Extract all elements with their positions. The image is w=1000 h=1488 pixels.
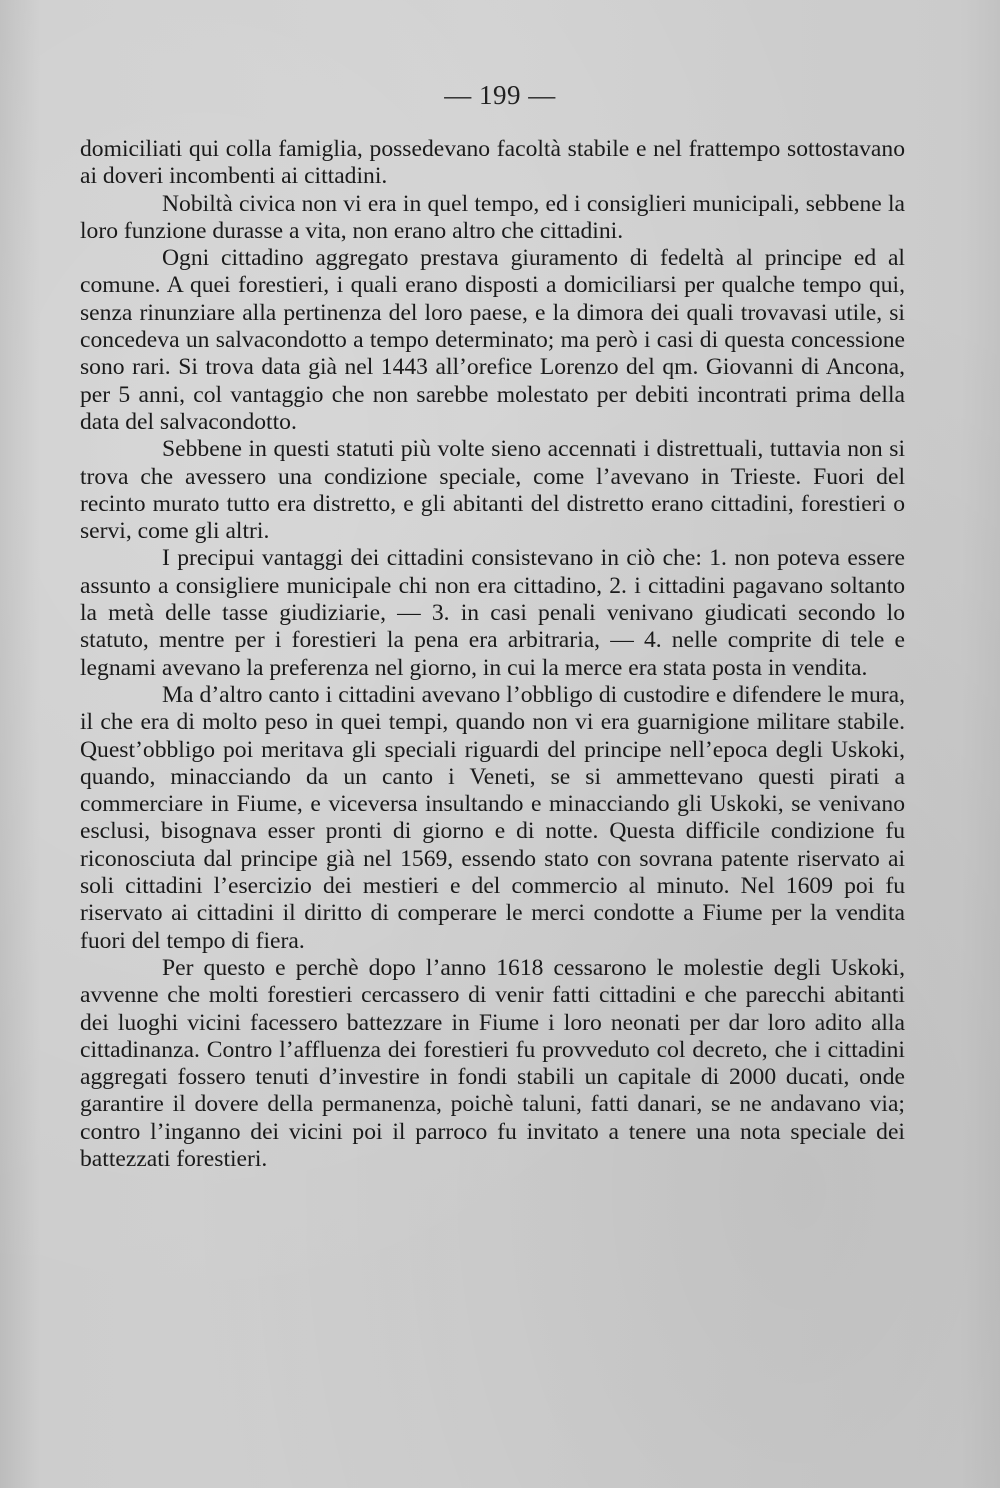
paragraph-6: Ma d’altro canto i cittadini avevano l’obbligo di custodire e difendere le mura, il che era di molto peso in quei tempi, quando non vi era guarnigione militare stabile. Quest’obbligo poi meritava gli speciali riguardi del principe nell’epoca degli Uskoki, quando, minacciando da un canto i Veneti, se si ammettevano questi pirati a commerciare in Fiume, e viceversa insultando e minacciando gli Uskoki, se venivano esclusi, bisognava esser pronti di giorno e di notte. Questa difficile condizione fu riconosciuta dal principe già nel 1569, essendo stato con sovrana patente riservato ai soli cittadini l’esercizio dei mestieri e del commercio al minuto. Nel 1609 poi fu riservato ai cittadini il diritto di comperare le merci condotte a Fiume per la vendita fuori del tempo di fiera. (80, 681, 905, 954)
body-text (80, 136, 905, 1173)
paragraph-5: I precipui vantaggi dei cittadini consistevano in ciò che: 1. non poteva essere assunto a consigliere municipale chi non era cittadino, 2. i cittadini pagavano soltanto la metà delle tasse giudiziarie, — 3. in casi penali venivano giudicati secondo lo statuto, mentre per i forestieri la pena era arbitraria, — 4. nelle comprite di tele e legnami avevano la preferenza nel giorno, in cui la merce era stata posta in vendita. (80, 545, 905, 681)
paragraph-3: Ogni cittadino aggregato prestava giuramento di fedeltà al principe ed al comune. A quei forestieri, i quali erano disposti a domiciliarsi per qualche tempo qui, senza rinunziare alla pertinenza del loro paese, e la dimora dei quali trovavasi utile, si concedeva un salvacondotto a tempo determinato; ma però i casi di questa concessione sono rari. Si trova data già nel 1443 all’orefice Lorenzo del qm. Giovanni di Ancona, per 5 anni, col vantaggio che non sarebbe molestato per debiti incontrati prima della data del salvacondotto. (80, 245, 905, 435)
paragraph-7: Per questo e perchè dopo l’anno 1618 cessarono le molestie degli Uskoki, avvenne che molti forestieri cercassero di venir fatti cittadini e che parecchi abitanti dei luoghi vicini facessero battezzare in Fiume i loro neonati per dar loro adito alla cittadinanza. Contro l’affluenza dei forestieri fu provveduto col decreto, che i cittadini aggregati fossero tenuti d’investire in fondi stabili un capitale di 2000 ducati, onde garantire il dovere della permanenza, poichè taluni, fatti danari, se ne andavano via; contro l’inganno dei vicini poi il parroco fu invitato a tenere una nota speciale dei battezzati forestieri. (80, 954, 905, 1172)
paragraph-4: Sebbene in questi statuti più volte sieno accennati i distrettuali, tuttavia non si trova che avessero una condizione speciale, come l’avevano in Trieste. Fuori del recinto murato tutto era distretto, e gli abitanti del distretto erano cittadini, forestieri o servi, come gli altri. (80, 436, 905, 545)
paragraph-1: domiciliati qui colla famiglia, possedevano facoltà stabile e nel frattempo sottostavano ai doveri incombenti ai cittadini. (80, 136, 905, 190)
paragraph-2: Nobiltà civica non vi era in quel tempo, ed i consiglieri municipali, sebbene la loro funzione durasse a vita, non erano altro che cittadini. (80, 190, 905, 244)
page-number: — 199 — (444, 80, 556, 110)
